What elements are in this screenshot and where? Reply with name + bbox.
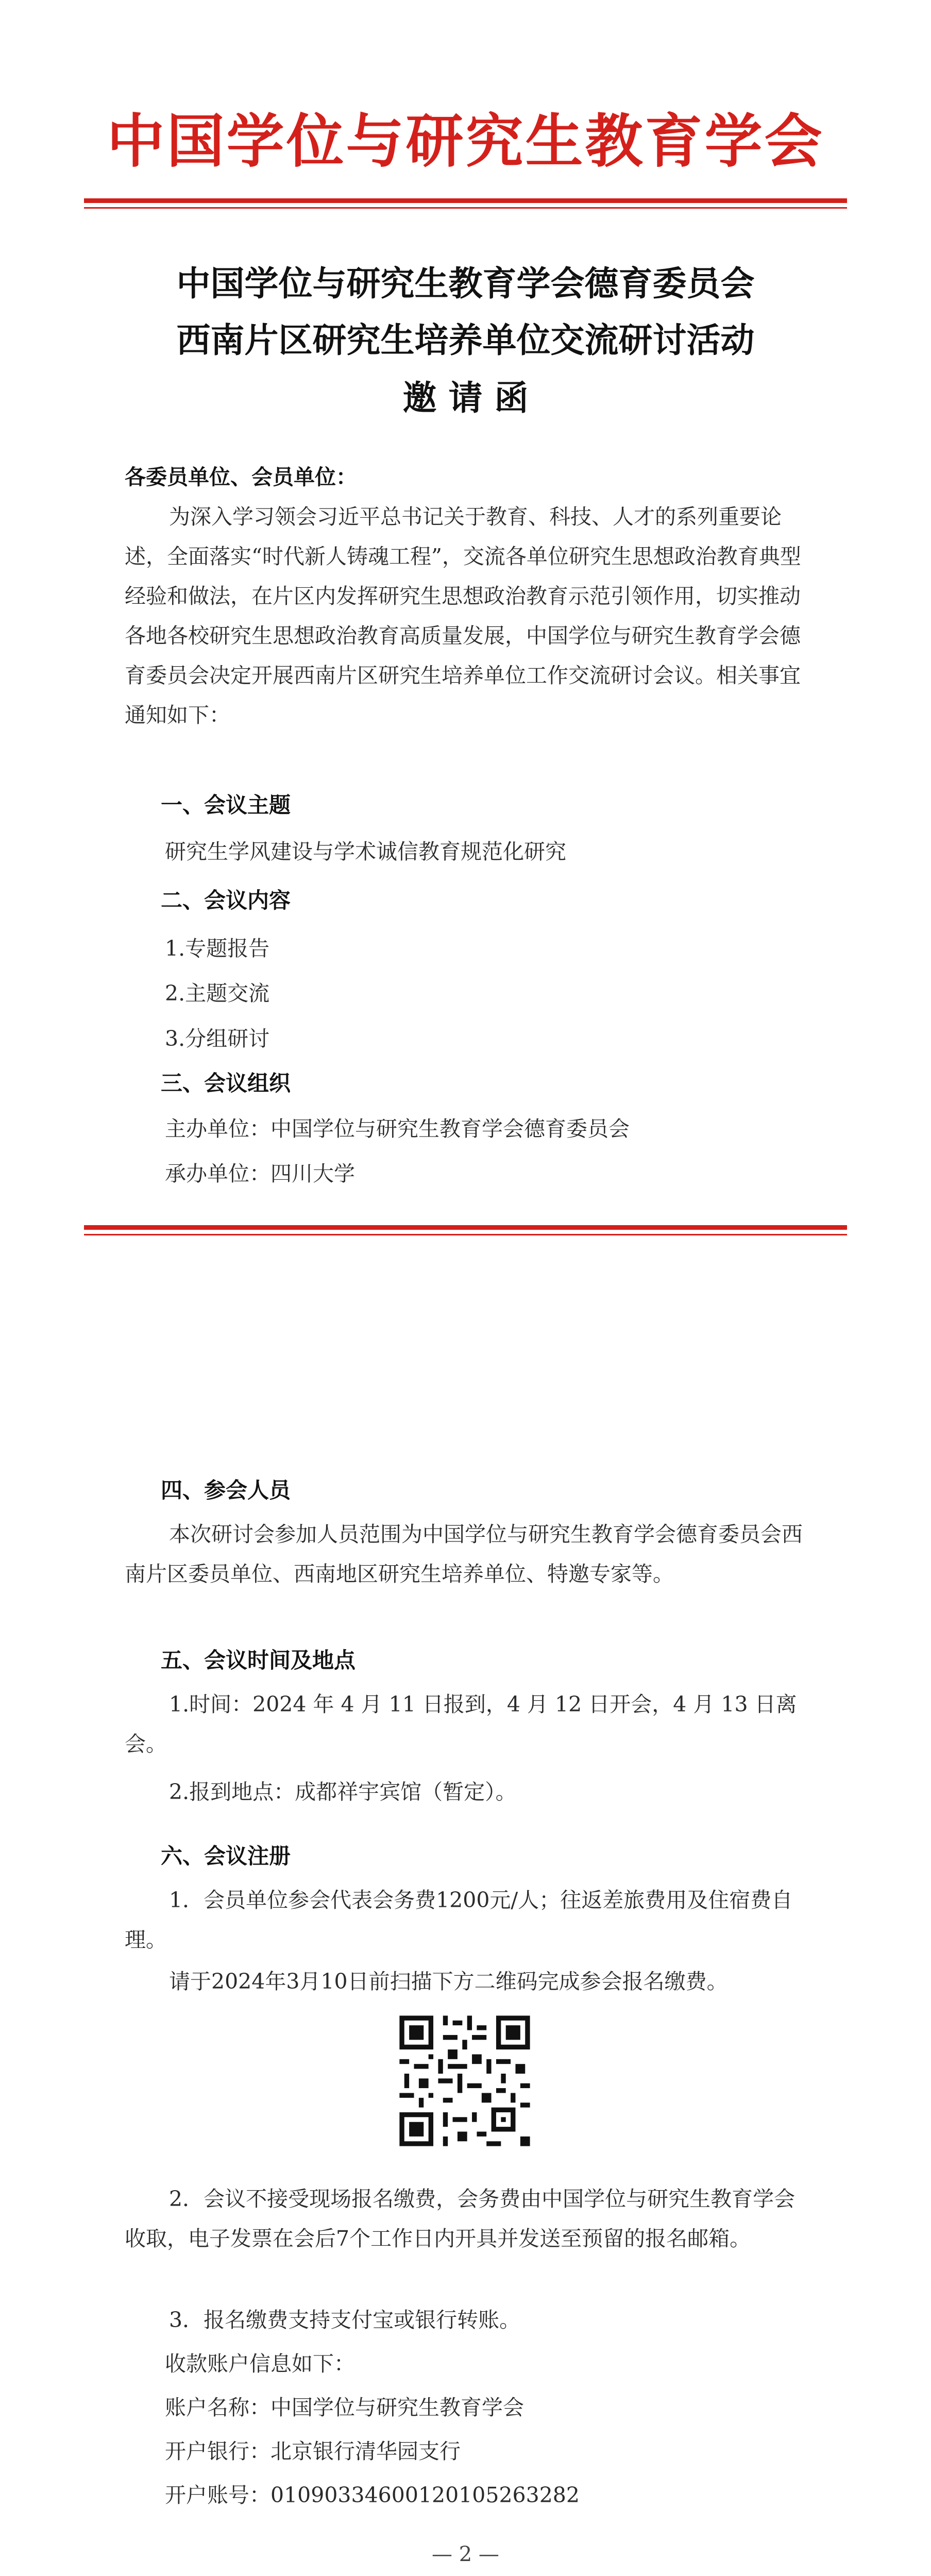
page1-footer-rule-thin (84, 1234, 847, 1235)
header-rule-thick (84, 198, 847, 203)
attendees-paragraph: 本次研讨会参加人员范围为中国学位与研究生教育学会德育委员会西南片区委员单位、西南地区研究生培养单位、特邀专家等。 (125, 1522, 803, 1586)
qr-code-icon[interactable] (395, 2011, 535, 2151)
section-heading-3: 三、会议组织 (161, 1071, 291, 1096)
header-title: 中国学位与研究生教育学会 (107, 108, 824, 175)
register-deadline: 请于2024年3月10日前扫描下方二维码完成参会报名缴费。 (169, 1969, 728, 1994)
intro-paragraph: 为深入学习领会习近平总书记关于教育、科技、人才的系列重要论述，全面落实“时代新人铸魂工程”，交流各单位研究生思想政治教育典型经验和做法，在片区内发挥研究生思想政治教育示范引领作用，切实推动各地各校研究生思想政治教育高质量发展，中国学位与研究生教育学会德育委员会决定开展西南片区研究生培养单位工作交流研讨会议。相关事宜通知如下： (125, 504, 801, 727)
account-name: 账户名称：中国学位与研究生教育学会 (165, 2395, 524, 2420)
doc-title-line1: 中国学位与研究生教育学会德育委员会 (176, 263, 755, 303)
header-rule-thin (84, 207, 847, 209)
account-intro: 收款账户信息如下： (165, 2351, 355, 2376)
content-item-1: 1.专题报告 (165, 936, 270, 961)
fee-note-3: 3．报名缴费支持支付宝或银行转账。 (169, 2308, 521, 2332)
salutation: 各委员单位、会员单位： (125, 465, 357, 489)
section-heading-1: 一、会议主题 (161, 792, 291, 818)
doc-title-line3: 邀 请 函 (402, 378, 529, 418)
content-item-3: 3.分组研讨 (165, 1026, 270, 1051)
content-item-2: 2.主题交流 (165, 981, 270, 1006)
organizer-unit: 承办单位：四川大学 (165, 1161, 355, 1186)
section-heading-2: 二、会议内容 (161, 888, 291, 913)
section-1-body: 研究生学风建设与学术诚信教育规范化研究 (165, 839, 566, 864)
meeting-place: 2.报到地点：成都祥宇宾馆（暂定）。 (169, 1780, 517, 1804)
section-heading-4: 四、参会人员 (161, 1478, 291, 1503)
section-heading-5: 五、会议时间及地点 (161, 1648, 356, 1673)
page-number-2: — 2 — (432, 2543, 499, 2566)
fee-paragraph: 1．会员单位参会代表会务费1200元/人；往返差旅费用及住宿费自理。 (125, 1888, 793, 1952)
account-number: 开户账号：01090334600120105263282 (165, 2483, 580, 2507)
fee-note-2: 2．会议不接受现场报名缴费，会务费由中国学位与研究生教育学会收取，电子发票在会后7个工作日内开具并发送至预留的报名邮箱。 (125, 2187, 795, 2251)
doc-title-line2: 西南片区研究生培养单位交流研讨活动 (176, 320, 755, 360)
meeting-time: 1.时间：2024 年 4 月 11 日报到，4 月 12 日开会，4 月 13 日离会。 (125, 1692, 797, 1756)
page1-footer-rule-thick (84, 1225, 847, 1230)
section-heading-6: 六、会议注册 (161, 1843, 291, 1869)
host-unit: 主办单位：中国学位与研究生教育学会德育委员会 (165, 1116, 630, 1141)
account-bank: 开户银行：北京银行清华园支行 (165, 2439, 461, 2464)
